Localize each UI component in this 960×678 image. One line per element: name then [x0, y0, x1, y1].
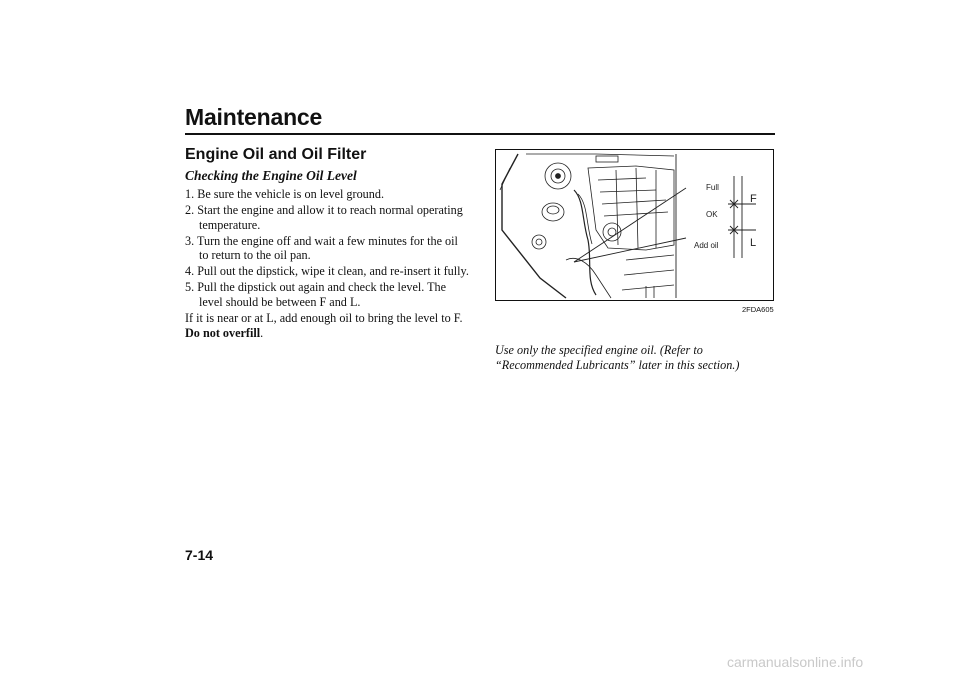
figure-caption: Use only the specified engine oil. (Refer to “Recommended Lubricants” later in this section.): [495, 343, 740, 372]
watermark: carmanualsonline.info: [727, 654, 864, 670]
figure-code: 2FDA605: [742, 305, 774, 314]
note-end: .: [260, 325, 264, 340]
engine-illustration: [496, 150, 773, 300]
header-rule: [185, 133, 775, 135]
step-item: 1. Be sure the vehicle is on level ground.: [185, 187, 385, 201]
left-column: [185, 146, 470, 340]
step-item: 2. Start the engine and allow it to reach normal operating temperature.: [185, 203, 463, 232]
step-item: 4. Pull out the dipstick, wipe it clean, and re-insert it fully.: [185, 264, 469, 278]
label-l: L: [750, 237, 757, 249]
engine-dipstick-figure: [495, 149, 774, 301]
article-subtitle: Checking the Engine Oil Level: [185, 168, 357, 183]
step-item: 3. Turn the engine off and wait a few minutes for the oil to return to the oil pan.: [185, 233, 458, 262]
section-title: Maintenance: [185, 104, 323, 130]
label-full: Full: [706, 183, 719, 192]
label-add-oil: Add oil: [694, 241, 719, 250]
article-title: Engine Oil and Oil Filter: [185, 146, 367, 163]
step-item: 5. Pull the dipstick out again and check the level. The level should be between F and L.: [185, 280, 447, 309]
label-f: F: [750, 193, 757, 205]
note-bold: Do not overfill: [185, 325, 261, 340]
label-ok: OK: [706, 210, 718, 219]
page-number: 7-14: [185, 547, 214, 563]
overfill-note: [185, 311, 470, 340]
steps-list: [185, 187, 470, 309]
note-text: If it is near or at L, add enough oil to bring the level to F.: [185, 311, 463, 325]
